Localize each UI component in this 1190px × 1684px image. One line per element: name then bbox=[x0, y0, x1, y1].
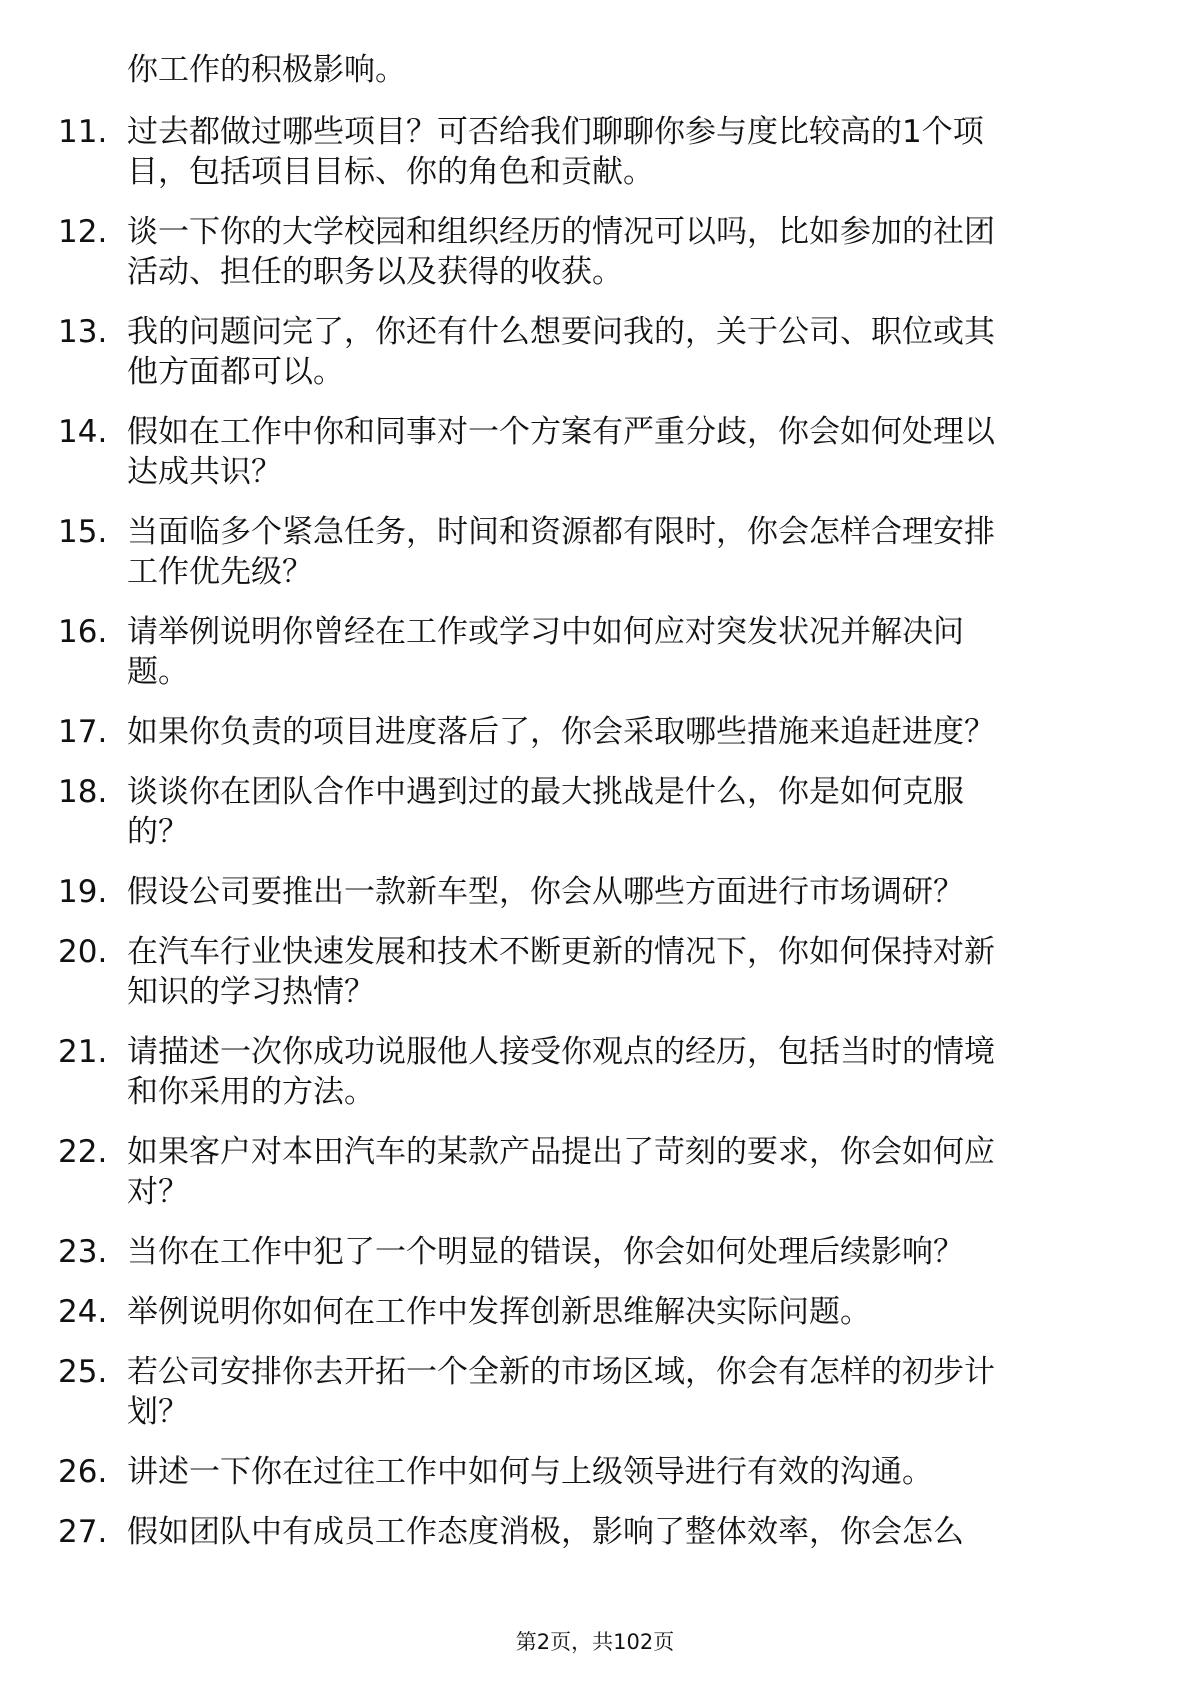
question-number: 12. bbox=[58, 214, 108, 250]
question-text-line: 若公司安排你去开拓一个全新的市场区域，你会有怎样的初步计 bbox=[127, 1354, 995, 1390]
question-item bbox=[0, 772, 1190, 852]
question-text bbox=[127, 1452, 1127, 1492]
question-number: 14. bbox=[58, 414, 108, 450]
question-text-line: 请举例说明你曾经在工作或学习中如何应对突发状况并解决问 bbox=[127, 614, 964, 650]
page-footer: 第2页，共102页 bbox=[515, 1630, 675, 1654]
question-number: 15. bbox=[58, 514, 108, 550]
question-text-line: 和你采用的方法。 bbox=[127, 1074, 375, 1110]
question-item bbox=[0, 1352, 1190, 1432]
question-text-line: 知识的学习热情？ bbox=[127, 974, 375, 1010]
continuation-text: 你工作的积极影响。 bbox=[127, 52, 406, 88]
question-text-line: 划？ bbox=[127, 1394, 189, 1430]
question-item bbox=[0, 1512, 1190, 1552]
question-item bbox=[0, 932, 1190, 1012]
question-text bbox=[127, 872, 1127, 912]
question-text-line: 当你在工作中犯了一个明显的错误，你会如何处理后续影响？ bbox=[127, 1234, 964, 1270]
question-number: 23. bbox=[58, 1234, 108, 1270]
question-text-line: 假设公司要推出一款新车型，你会从哪些方面进行市场调研？ bbox=[127, 874, 964, 910]
question-text-line: 假如团队中有成员工作态度消极，影响了整体效率，你会怎么 bbox=[127, 1514, 964, 1550]
question-item bbox=[0, 1452, 1190, 1492]
question-item bbox=[0, 112, 1190, 192]
question-number: 26. bbox=[58, 1454, 108, 1490]
question-text bbox=[127, 312, 1127, 392]
question-text-line: 工作优先级？ bbox=[127, 554, 313, 590]
question-number: 20. bbox=[58, 934, 108, 970]
question-text bbox=[127, 412, 1127, 492]
question-item bbox=[0, 612, 1190, 692]
question-list bbox=[0, 112, 1190, 1572]
question-number: 18. bbox=[58, 774, 108, 810]
question-text bbox=[127, 612, 1127, 692]
question-text-line: 如果客户对本田汽车的某款产品提出了苛刻的要求，你会如何应 bbox=[127, 1134, 995, 1170]
question-item bbox=[0, 712, 1190, 752]
question-item bbox=[0, 512, 1190, 592]
question-text-line: 的？ bbox=[127, 814, 189, 850]
question-item bbox=[0, 1292, 1190, 1332]
question-number: 27. bbox=[58, 1514, 108, 1550]
question-text bbox=[127, 1232, 1127, 1272]
question-text-line: 假如在工作中你和同事对一个方案有严重分歧，你会如何处理以 bbox=[127, 414, 995, 450]
question-text-line: 举例说明你如何在工作中发挥创新思维解决实际问题。 bbox=[127, 1294, 871, 1330]
question-number: 21. bbox=[58, 1034, 108, 1070]
question-item bbox=[0, 1132, 1190, 1212]
question-text bbox=[127, 712, 1127, 752]
question-text-line: 达成共识？ bbox=[127, 454, 282, 490]
question-text-line: 过去都做过哪些项目？可否给我们聊聊你参与度比较高的1个项 bbox=[127, 114, 984, 150]
question-item bbox=[0, 1032, 1190, 1112]
question-number: 11. bbox=[58, 114, 108, 150]
question-text-line: 谈谈你在团队合作中遇到过的最大挑战是什么，你是如何克服 bbox=[127, 774, 964, 810]
question-text-line: 对？ bbox=[127, 1174, 189, 1210]
question-item bbox=[0, 1232, 1190, 1272]
question-number: 16. bbox=[58, 614, 108, 650]
question-number: 25. bbox=[58, 1354, 108, 1390]
question-text-line: 如果你负责的项目进度落后了，你会采取哪些措施来追赶进度？ bbox=[127, 714, 995, 750]
question-text bbox=[127, 1292, 1127, 1332]
question-text bbox=[127, 932, 1127, 1012]
question-text-line: 当面临多个紧急任务，时间和资源都有限时，你会怎样合理安排 bbox=[127, 514, 995, 550]
question-item bbox=[0, 312, 1190, 392]
question-item bbox=[0, 872, 1190, 912]
question-text-line: 讲述一下你在过往工作中如何与上级领导进行有效的沟通。 bbox=[127, 1454, 933, 1490]
question-text-line: 请描述一次你成功说服他人接受你观点的经历，包括当时的情境 bbox=[127, 1034, 995, 1070]
question-item bbox=[0, 412, 1190, 492]
question-number: 24. bbox=[58, 1294, 108, 1330]
question-number: 22. bbox=[58, 1134, 108, 1170]
question-number: 13. bbox=[58, 314, 108, 350]
question-text bbox=[127, 1032, 1127, 1112]
question-item bbox=[0, 212, 1190, 292]
question-text-line: 目，包括项目目标、你的角色和贡献。 bbox=[127, 154, 654, 190]
question-text-line: 谈一下你的大学校园和组织经历的情况可以吗，比如参加的社团 bbox=[127, 214, 995, 250]
question-text bbox=[127, 112, 1127, 192]
question-text-line: 我的问题问完了，你还有什么想要问我的，关于公司、职位或其 bbox=[127, 314, 995, 350]
question-text bbox=[127, 1352, 1127, 1432]
question-number: 19. bbox=[58, 874, 108, 910]
question-number: 17. bbox=[58, 714, 108, 750]
question-text-line: 他方面都可以。 bbox=[127, 354, 344, 390]
question-text bbox=[127, 772, 1127, 852]
question-text-line: 在汽车行业快速发展和技术不断更新的情况下，你如何保持对新 bbox=[127, 934, 995, 970]
question-text bbox=[127, 212, 1127, 292]
question-text-line: 题。 bbox=[127, 654, 189, 690]
question-text bbox=[127, 512, 1127, 592]
question-text-line: 活动、担任的职务以及获得的收获。 bbox=[127, 254, 623, 290]
question-text bbox=[127, 1512, 1127, 1552]
question-text bbox=[127, 1132, 1127, 1212]
